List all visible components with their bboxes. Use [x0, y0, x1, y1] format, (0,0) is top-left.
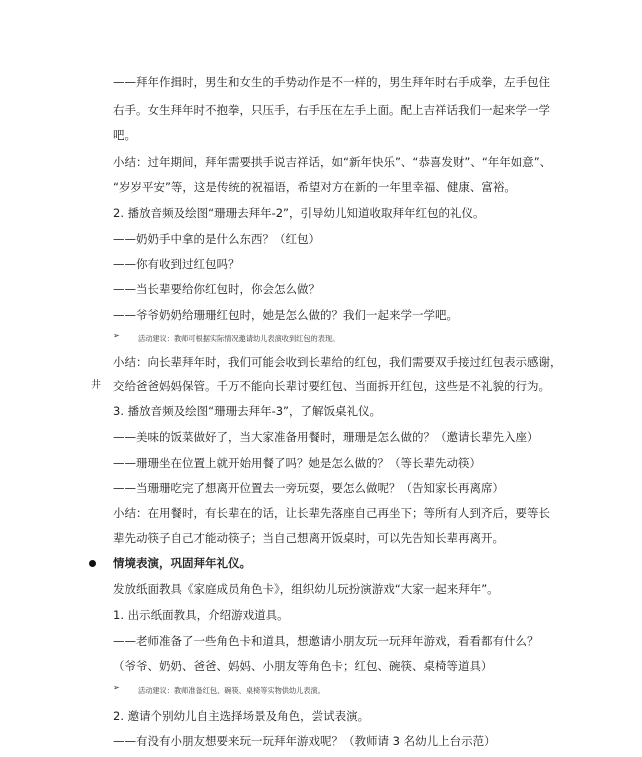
- step-heading: 2. 播放音频及绘图“珊珊去拜年-2”，引导幼儿知道收取拜年红包的礼仪。: [113, 206, 485, 220]
- section-heading: 情境表演，巩固拜年礼仪。: [113, 556, 251, 570]
- arrow-right-icon: ➢: [113, 683, 120, 692]
- step-heading: 3. 播放音频及绘图“珊珊去拜年-3”，了解饭桌礼仪。: [113, 404, 382, 418]
- question-line: ——美味的饭菜做好了，当大家准备用餐时，珊珊是怎么做的？（邀请长辈先入座）: [113, 430, 539, 444]
- summary-line: 辈先动筷子自己才能动筷子；当自己想离开饭桌时，可以先告知长辈再离开。: [113, 531, 504, 545]
- bullet-dot-icon: [89, 560, 96, 567]
- question-line: ——珊珊坐在位置上就开始用餐了吗？她是怎么做的？（等长辈先动筷）: [113, 456, 481, 470]
- activity-tip: 活动建议：教师准备红包、碗筷、桌椅等实物供幼儿表演。: [138, 686, 325, 695]
- paragraph-line: 吧。: [113, 128, 136, 142]
- summary-line: 小结：向长辈拜年时，我们可能会收到长辈给的红包，我们需要双手接过红包表示感谢，: [113, 355, 562, 369]
- question-line: ——有没有小朋友想要来玩一玩拜年游戏呢？（教师请 3 名幼儿上台示范）: [113, 734, 496, 748]
- question-line: ——当长辈要给你红包时，你会怎么做？: [113, 282, 320, 296]
- step-heading: 1. 出示纸面教具，介绍游戏道具。: [113, 608, 289, 622]
- question-line: ——当珊珊吃完了想离开位置去一旁玩耍，要怎么做呢？（告知家长再离席）: [113, 481, 504, 495]
- summary-line: 交给爸爸妈妈保管。千万不能向长辈讨要红包、当面拆开红包，这些是不礼貌的行为。: [113, 379, 550, 393]
- activity-tip: 活动建议：教师可根据实际情况邀请幼儿表演收到红包的表现。: [138, 334, 340, 343]
- answer-line: （爷爷、奶奶、爸爸、妈妈、小朋友等角色卡；红包、碗筷、桌椅等道具）: [113, 659, 493, 673]
- question-line: ——奶奶手中拿的是什么东西？（红包）: [113, 232, 320, 246]
- paragraph-line: 右手。女生拜年时不抱拳，只压手，右手压在左手上面。配上吉祥话我们一起来学一学: [113, 103, 550, 117]
- summary-line: “岁岁平安”等，这是传统的祝福语，希望对方在新的一年里幸福、健康、富裕。: [113, 180, 516, 194]
- summary-line: 小结：过年期间，拜年需要拱手说吉祥话，如“新年快乐”、“恭喜发财”、“年年如意”、: [113, 155, 552, 169]
- step-heading: 2. 邀请个别幼儿自主选择场景及角色，尝试表演。: [113, 709, 370, 723]
- question-line: ——爷爷奶奶给珊珊红包时，她是怎么做的？我们一起来学一学吧。: [113, 308, 458, 322]
- paragraph-line: 发放纸面教具《家庭成员角色卡》，组织幼儿玩扮演游戏“大家一起来拜年”。: [113, 582, 499, 596]
- question-line: ——老师准备了一些角色卡和道具，想邀请小朋友玩一玩拜年游戏，看看都有什么？: [113, 634, 539, 648]
- paragraph-line: ——拜年作揖时，男生和女生的手势动作是不一样的，男生拜年时右手成拳，左手包住: [113, 75, 550, 89]
- margin-mark: 井: [91, 380, 101, 391]
- summary-line: 小结：在用餐时，有长辈在的话，让长辈先落座自己再坐下；等所有人到齐后，要等长: [113, 506, 550, 520]
- arrow-right-icon: ➢: [113, 331, 120, 340]
- question-line: ——你有收到过红包吗？: [113, 257, 240, 271]
